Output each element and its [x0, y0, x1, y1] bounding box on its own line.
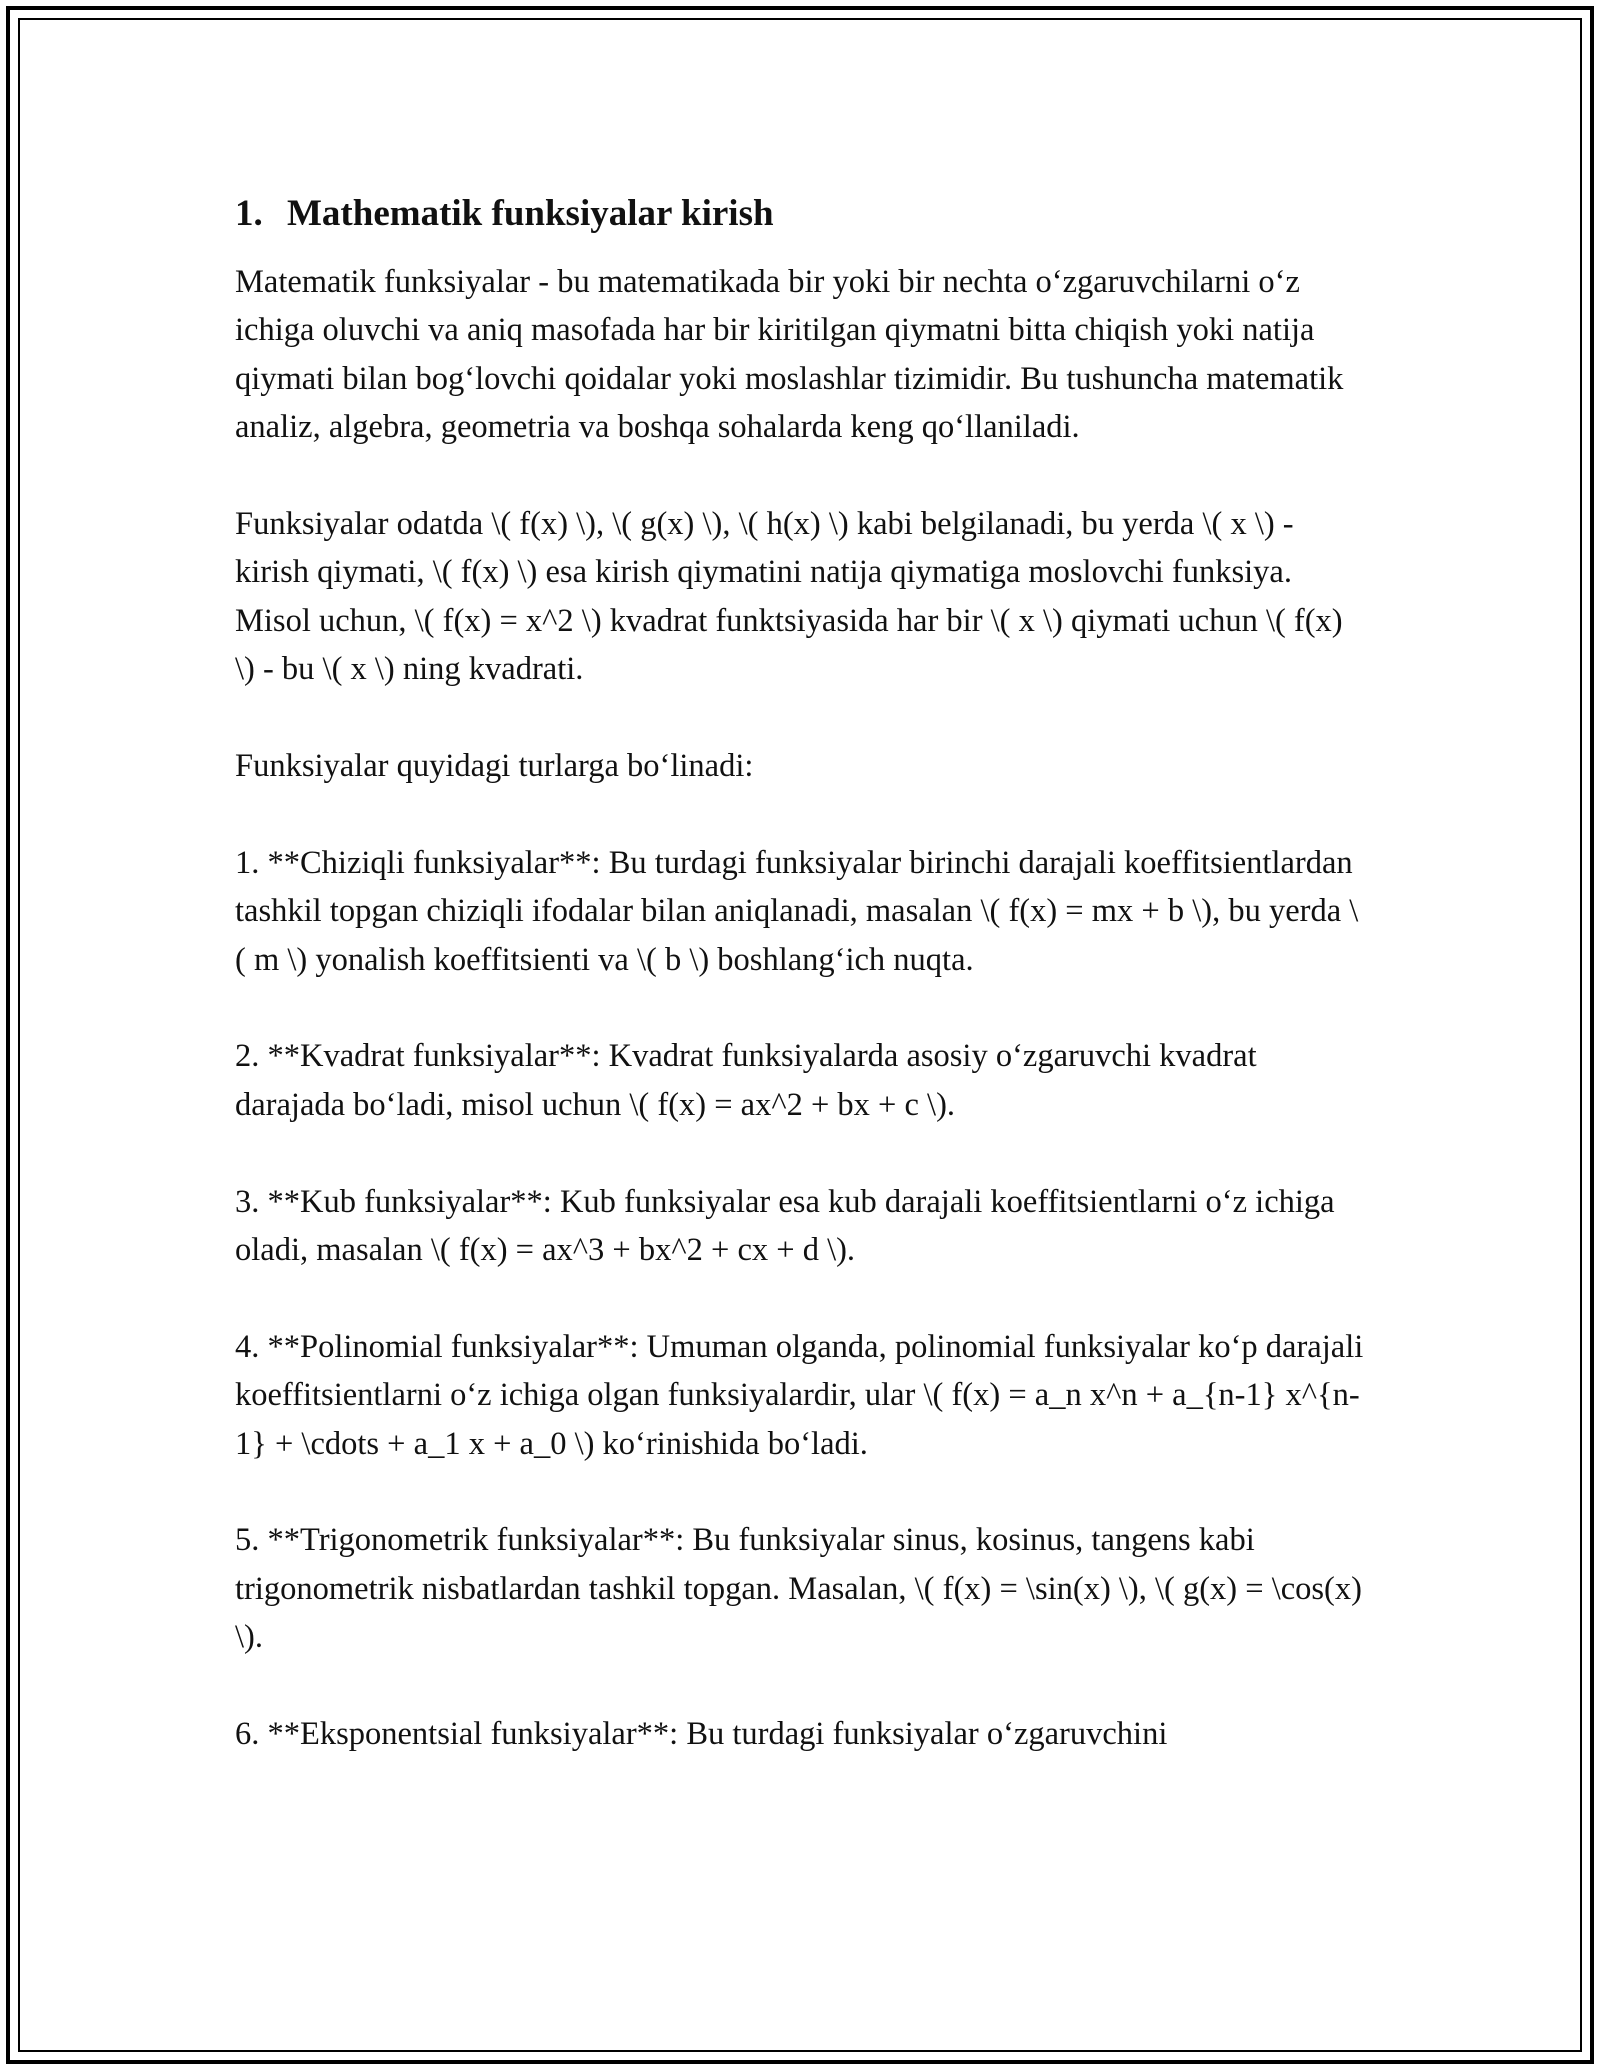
- document-body: [235, 188, 1365, 1807]
- section-heading: [235, 188, 1365, 240]
- section-number: 1.: [235, 193, 263, 234]
- list-item-trigonometric: 5. **Trigonometrik funksiyalar**: Bu funksiyalar sinus, kosinus, tangens kabi trigonometrik nisbatlardan tashkil topgan. Masalan, \( f(x) = \sin(x) \), \( g(x) = \cos(x) \).: [235, 1522, 1362, 1656]
- section-title: Mathematik funksiyalar kirish: [287, 193, 774, 234]
- paragraph-types-intro: Funksiyalar quyidagi turlarga bo‘linadi:: [235, 748, 754, 785]
- list-item-linear: 1. **Chiziqli funksiyalar**: Bu turdagi funksiyalar birinchi darajali koeffitsientlardan tashkil topgan chiziqli ifodalar bilan aniqlanadi, masalan \( f(x) = mx + b \), bu yerda \( m \) yonalish koeffitsienti va \( b \) boshlang‘ich nuqta.: [235, 844, 1359, 978]
- paragraph-notation: Funksiyalar odatda \( f(x) \), \( g(x) \), \( h(x) \) kabi belgilanadi, bu yerda \( x \) - kirish qiymati, \( f(x) \) esa kirish qiymatini natija qiymatiga moslovchi funksiya. Misol uchun, \( f(x) = x^2 \) kvadrat funktsiyasida har bir \( x \) qiymati uchun \( f(x) \) - bu \( x \) ning kvadrati.: [235, 506, 1343, 688]
- list-item-quadratic: 2. **Kvadrat funksiyalar**: Kvadrat funksiyalarda asosiy o‘zgaruvchi kvadrat darajada bo‘ladi, misol uchun \( f(x) = ax^2 + bx + c \).: [235, 1038, 1257, 1123]
- list-item-exponential: 6. **Eksponentsial funksiyalar**: Bu turdagi funksiyalar o‘zgaruvchini: [235, 1716, 1168, 1753]
- list-item-cubic: 3. **Kub funksiyalar**: Kub funksiyalar esa kub darajali koeffitsientlarni o‘z ichiga oladi, masalan \( f(x) = ax^3 + bx^2 + cx + d \).: [235, 1183, 1335, 1269]
- paragraph-intro: Matematik funksiyalar - bu matematikada bir yoki bir nechta o‘zgaruvchilarni o‘z ichiga oluvchi va aniq masofada har bir kiritilgan qiymatni bitta chiqish yoki natija qiymati bilan bog‘lovchi qoidalar yoki moslashlar tizimidir. Bu tushuncha matematik analiz, algebra, geometria va boshqa sohalarda keng qo‘llaniladi.: [235, 264, 1344, 446]
- list-item-polynomial: 4. **Polinomial funksiyalar**: Umuman olganda, polinomial funksiyalar ko‘p darajali koeffitsientlarni o‘z ichiga olgan funksiyalardir, ular \( f(x) = a_n x^n + a_{n-1} x^{n-1} + \cdots + a_1 x + a_0 \) ko‘rinishida bo‘ladi.: [235, 1328, 1364, 1462]
